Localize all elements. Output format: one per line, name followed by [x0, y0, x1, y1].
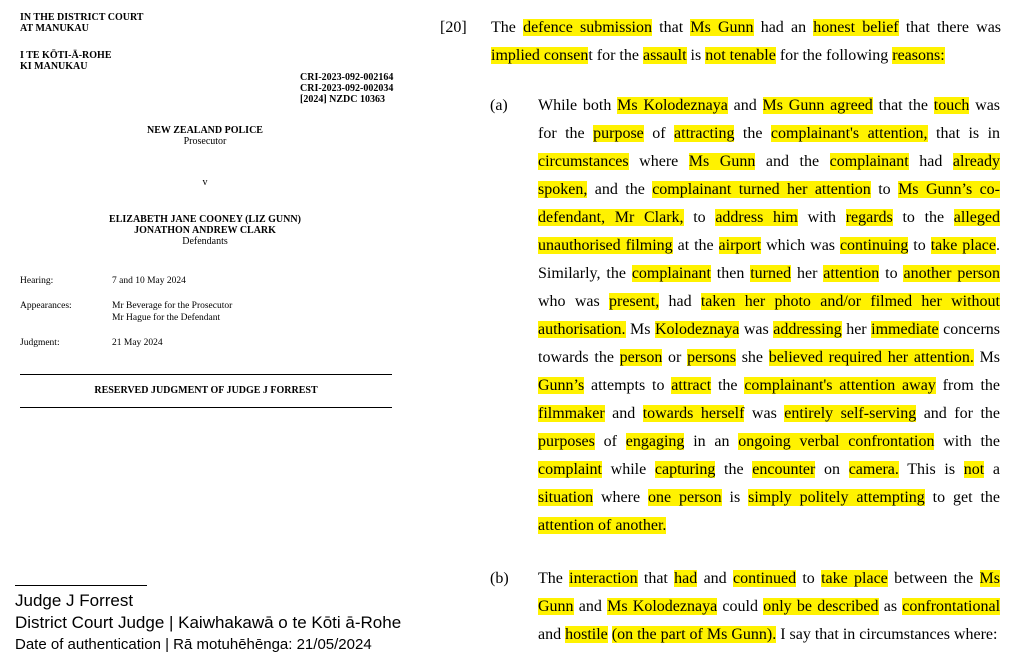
highlighted-text: ongoing verbal confrontation [738, 433, 935, 450]
case-ref: [2024] NZDC 10363 [300, 94, 385, 105]
case-ref: CRI-2023-092-002034 [300, 83, 394, 94]
text-run: I say that in circumstances where: [776, 626, 998, 643]
text-run: had [908, 153, 953, 170]
highlighted-text: circumstances [538, 153, 629, 170]
judgment-value: 21 May 2024 [112, 338, 163, 348]
text-run: to [683, 209, 716, 226]
text-run: in an [684, 433, 739, 450]
highlighted-text: towards herself [642, 405, 745, 422]
highlighted-text: person [619, 349, 663, 366]
highlighted-text: not [963, 461, 985, 478]
highlighted-text: Ms Gunn [688, 153, 756, 170]
highlighted-text: honest belief [813, 19, 899, 36]
signature-line [15, 585, 147, 586]
text-run: that is in [927, 125, 1001, 142]
text-run: that there was [898, 19, 1002, 36]
subparagraph-a-label: (a) [490, 97, 508, 114]
text-run: the [711, 377, 745, 394]
text-run: as [878, 598, 903, 615]
highlighted-text: addressing [773, 321, 842, 338]
appearance-line: Mr Beverage for the Prosecutor [112, 301, 233, 311]
text-run: and [604, 405, 643, 422]
defendants-block [0, 214, 410, 247]
subparagraph-a [538, 92, 1000, 540]
highlighted-text: implied consen [491, 47, 589, 64]
highlighted-text: Ms Gunn’s co-defendant, Mr Clark, [538, 181, 1001, 226]
text-run: her [791, 265, 824, 282]
highlighted-text: persons [687, 349, 736, 366]
highlighted-text: situation [538, 489, 594, 506]
text-run: from the [935, 377, 1001, 394]
highlighted-text: taken her photo and/or filmed her without authorisation. [538, 293, 1001, 338]
court-line: KI MANUKAU [20, 61, 88, 72]
highlighted-text: one person [647, 489, 722, 506]
text-run: is [686, 47, 706, 64]
text-run: where [628, 153, 689, 170]
text-run: with [797, 209, 846, 226]
subparagraph-b-label: (b) [490, 570, 509, 587]
text-run: concerns towards the [538, 321, 1001, 366]
text-run: that [652, 19, 691, 36]
appearance-line: Mr Hague for the Defendant [112, 313, 221, 323]
text-run: and [538, 626, 566, 643]
highlighted-text: only be described [763, 598, 879, 615]
appearances-label: Appearances: [20, 301, 72, 311]
highlighted-text: camera. [848, 461, 899, 478]
text-run: to [908, 237, 931, 254]
highlighted-text: assault [642, 47, 687, 64]
highlighted-text: Ms Kolodeznaya [607, 598, 718, 615]
text-run: between the [887, 570, 980, 587]
text-run: While both [538, 97, 618, 114]
highlighted-text: encounter [752, 461, 816, 478]
highlighted-text: attracting [674, 125, 735, 142]
judgment-body-page [440, 0, 1024, 670]
text-run: where [593, 489, 648, 506]
text-run: of [643, 125, 675, 142]
text-run: attempts to [584, 377, 672, 394]
text-run: and the [587, 181, 653, 198]
highlighted-text: Ms Kolodeznaya [617, 97, 728, 114]
text-run: The [491, 19, 524, 36]
highlighted-text: complaint [538, 461, 602, 478]
text-run: then [710, 265, 751, 282]
prosecutor-name: NEW ZEALAND POLICE [147, 125, 263, 136]
text-run: a [984, 461, 1001, 478]
defendant-name: JONATHON ANDREW CLARK [134, 225, 276, 236]
highlighted-text: another person [903, 265, 1000, 282]
text-run: while [601, 461, 655, 478]
text-run: to [796, 570, 822, 587]
title-rule-top [20, 374, 392, 375]
highlighted-text: (on the part of Ms Gunn). [611, 626, 777, 643]
highlighted-text: take place [821, 570, 888, 587]
highlighted-text: confrontational [902, 598, 1001, 615]
highlighted-text: complainant's attention, [770, 125, 928, 142]
text-run: is [721, 489, 749, 506]
highlighted-text: simply politely attempting [748, 489, 925, 506]
subparagraph-b [538, 565, 1000, 649]
hearing-label: Hearing: [20, 276, 54, 286]
highlighted-text: hostile [565, 626, 608, 643]
court-name-maori [20, 50, 112, 72]
highlighted-text: complainant [631, 265, 711, 282]
text-run: had [659, 293, 701, 310]
highlighted-text: interaction [569, 570, 638, 587]
text-run: to [879, 265, 904, 282]
prosecutor-block [0, 125, 410, 147]
highlighted-text: entirely self-serving [784, 405, 917, 422]
highlighted-text: defence submission [523, 19, 652, 36]
text-run: This is [898, 461, 964, 478]
text-run: that the [872, 97, 934, 114]
court-line: I TE KŌTI-Ā-ROHE [20, 50, 112, 61]
highlighted-text: immediate [871, 321, 939, 338]
text-run: which was [761, 237, 840, 254]
text-run: for the following [775, 47, 893, 64]
case-references [300, 72, 393, 105]
text-run: or [662, 349, 688, 366]
signature-role: District Court Judge | Kaiwhakawā o te Kōti ā-Rohe [15, 613, 402, 632]
highlighted-text: attention of another. [538, 517, 667, 534]
highlighted-text: Gunn’s [538, 377, 585, 394]
text-run: of [594, 433, 626, 450]
highlighted-text: continuing [839, 237, 909, 254]
highlighted-text: reasons: [892, 47, 945, 64]
defendants-role: Defendants [182, 236, 228, 247]
text-run: could [717, 598, 764, 615]
defendant-name: ELIZABETH JANE COONEY (LIZ GUNN) [109, 214, 301, 225]
court-name-english [20, 12, 143, 34]
title-rule-bottom [20, 407, 392, 408]
text-run: Ms [625, 321, 655, 338]
text-run: the [715, 461, 753, 478]
text-run: with the [934, 433, 1001, 450]
hearing-value: 7 and 10 May 2024 [112, 276, 186, 286]
text-run: had an [753, 19, 814, 36]
judgment-cover-page [0, 0, 410, 670]
highlighted-text: turned [750, 265, 792, 282]
text-run: who was [538, 293, 609, 310]
highlighted-text: already spoken, [538, 153, 1000, 198]
text-run: that [637, 570, 675, 587]
highlighted-text: address him [715, 209, 798, 226]
text-run: her [841, 321, 872, 338]
text-run: at the [672, 237, 719, 254]
text-run: The [538, 570, 570, 587]
text-run: and [573, 598, 608, 615]
highlighted-text: airport [718, 237, 762, 254]
highlighted-text: filmmaker [538, 405, 605, 422]
text-run: and the [755, 153, 830, 170]
prosecutor-role: Prosecutor [183, 136, 227, 147]
highlighted-text: purposes [538, 433, 595, 450]
highlighted-text: believed required her attention. [768, 349, 974, 366]
text-run: the [734, 125, 771, 142]
paragraph-20 [491, 14, 1001, 70]
text-run: was [744, 405, 785, 422]
text-run: and [727, 97, 763, 114]
text-run: was [739, 321, 774, 338]
text-run: and for the [916, 405, 1000, 422]
versus: v [202, 177, 208, 188]
highlighted-text: continued [732, 570, 797, 587]
court-line: IN THE DISTRICT COURT [20, 12, 144, 23]
highlighted-text: touch [933, 97, 970, 114]
text-run: she [735, 349, 769, 366]
text-run: and [697, 570, 733, 587]
judgment-label: Judgment: [20, 338, 60, 348]
text-run: . Similarly, the [538, 237, 1001, 282]
highlighted-text: capturing [654, 461, 716, 478]
text-run: Ms [973, 349, 1001, 366]
highlighted-text: present, [609, 293, 660, 310]
highlighted-text: not tenable [705, 47, 776, 64]
text-run: t for the [588, 47, 643, 64]
highlighted-text: take place [930, 237, 997, 254]
highlighted-text: Ms Gunn agreed [762, 97, 873, 114]
judgment-title: RESERVED JUDGMENT OF JUDGE J FORREST [94, 385, 318, 396]
highlighted-text: complainant's attention away [744, 377, 936, 394]
highlighted-text: had [674, 570, 698, 587]
highlighted-text: complainant turned her attention [652, 181, 871, 198]
highlighted-text: Ms Gunn [538, 570, 1000, 615]
highlighted-text: Kolodeznaya [654, 321, 740, 338]
highlighted-text: complainant [829, 153, 909, 170]
text-run: to [870, 181, 899, 198]
text-run: to get the [924, 489, 1001, 506]
highlighted-text: engaging [625, 433, 685, 450]
text-run: was for the [538, 97, 1001, 142]
text-run: on [815, 461, 849, 478]
appearances-value [112, 300, 372, 324]
highlighted-text: alleged unauthorised filming [538, 209, 1000, 254]
highlighted-text: attract [671, 377, 712, 394]
text-run: to the [892, 209, 954, 226]
highlighted-text: purpose [593, 125, 644, 142]
authentication-date: Date of authentication | Rā motuhēhēnga: 21/05/2024 [15, 636, 372, 653]
highlighted-text: regards [845, 209, 893, 226]
court-line: AT MANUKAU [20, 23, 89, 34]
signature-name: Judge J Forrest [15, 591, 134, 610]
paragraph-number: [20] [440, 19, 467, 36]
highlighted-text: attention [823, 265, 880, 282]
case-ref: CRI-2023-092-002164 [300, 72, 394, 83]
highlighted-text: Ms Gunn [690, 19, 754, 36]
